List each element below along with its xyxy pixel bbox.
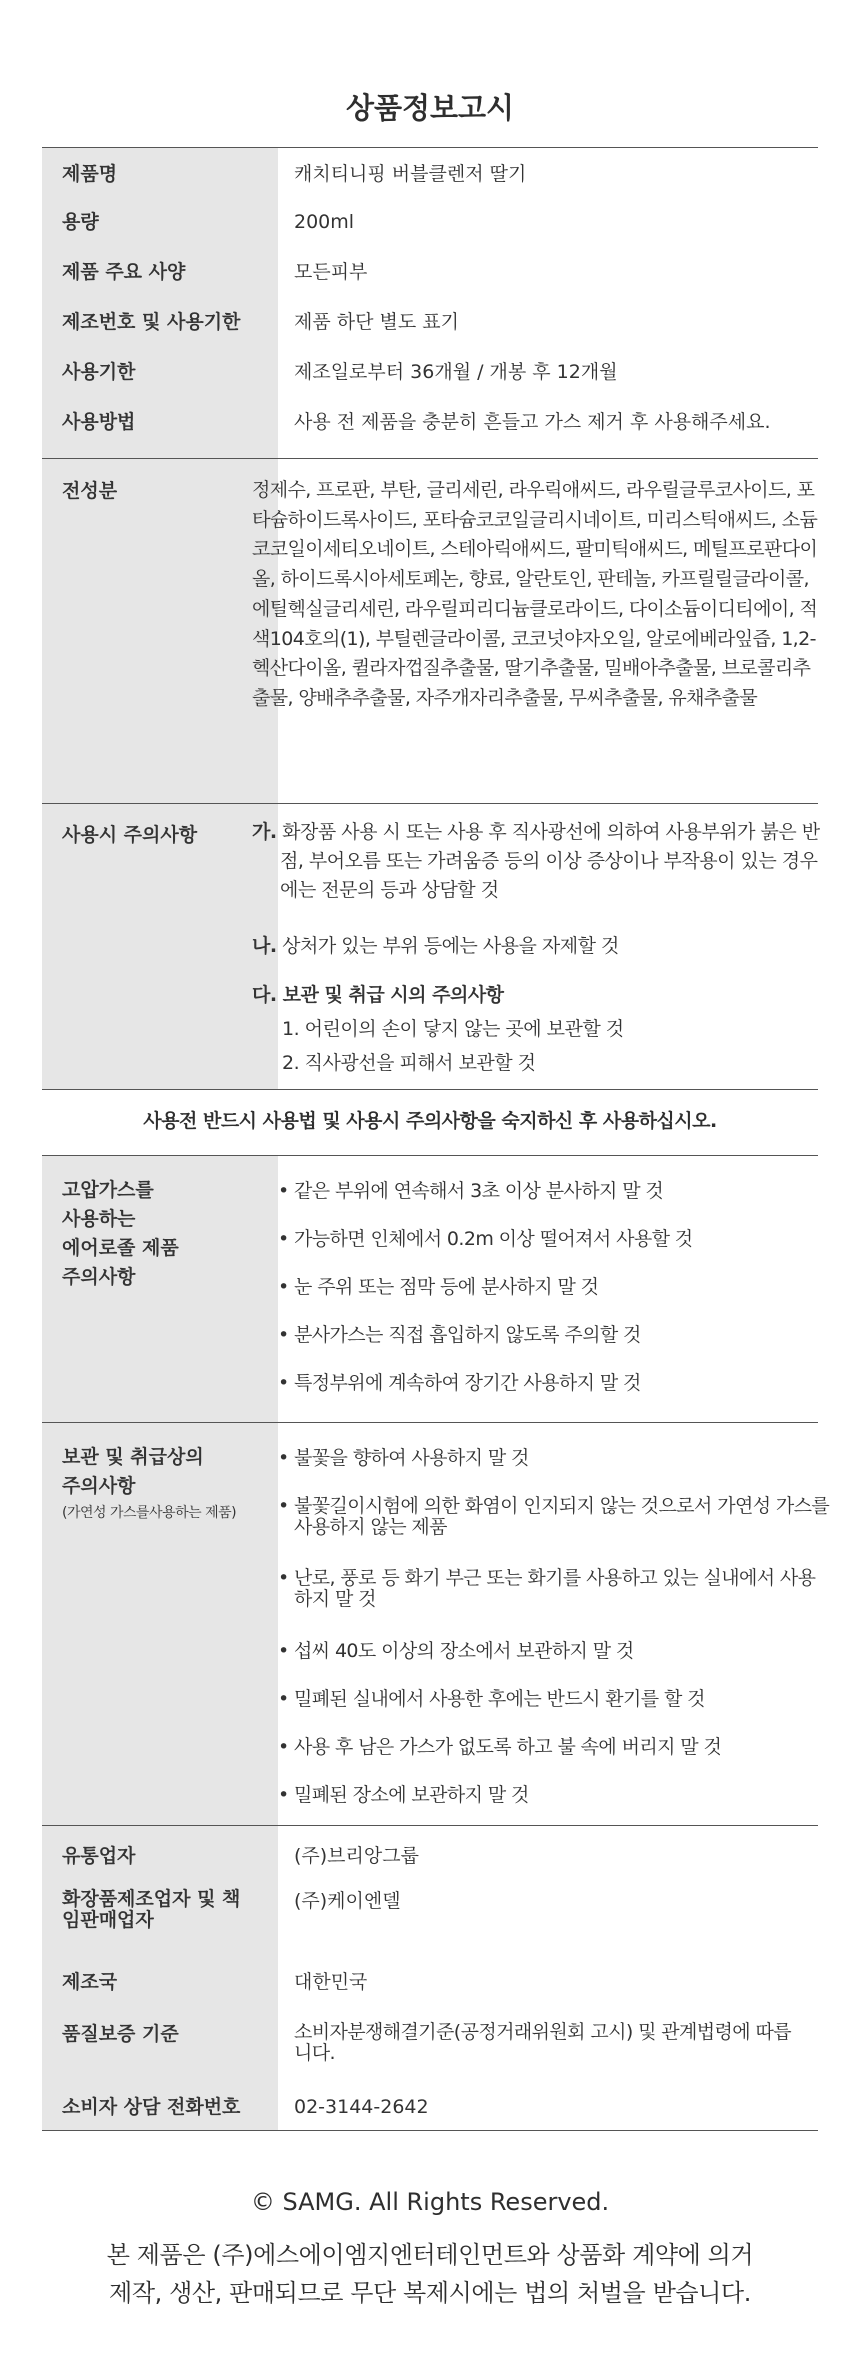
label-line: 사용하는 (62, 1208, 136, 1230)
row-value: 제조일로부터 36개월 / 개봉 후 12개월 (294, 361, 618, 383)
label-column (42, 459, 278, 803)
info-row (42, 2010, 818, 2081)
caution-text: 화장품 사용 시 또는 사용 후 직사광선에 의하여 사용부위가 붉은 반점, 부어오름 또는 가려움증 등의 이상 증상이나 부작용이 있는 경우에는 전문의 등과 상담할 것 (280, 821, 820, 901)
item-text: 분사가스는 직접 흡입하지 않도록 주의할 것 (294, 1324, 641, 1346)
caution-mark: 가. (252, 821, 277, 843)
info-row (42, 247, 818, 297)
bullet-dot: • (278, 1324, 289, 1346)
license-notice (0, 2236, 860, 2312)
divider (42, 2130, 818, 2131)
bullet-dot: • (278, 1688, 289, 1710)
cautions-label: 사용시 주의사항 (62, 824, 198, 846)
item-text: 가능하면 인체에서 0.2m 이상 떨어져서 사용할 것 (294, 1228, 693, 1250)
item-text: 밀폐된 장소에 보관하지 말 것 (294, 1784, 529, 1806)
aerosol-item (278, 1324, 830, 1346)
item-text: 눈 주위 또는 점막 등에 분사하지 말 것 (294, 1276, 599, 1298)
label-line: 주의사항 (62, 1475, 136, 1497)
info-row (42, 148, 818, 197)
company-table (42, 1826, 818, 2130)
info-row (42, 197, 818, 247)
storage-section (42, 1423, 818, 1825)
caution-subtitle: 다. 보관 및 취급 시의 주의사항 (252, 984, 504, 1006)
row-label: 유통업자 (42, 1826, 278, 1878)
item-text: 섭씨 40도 이상의 장소에서 보관하지 말 것 (294, 1640, 634, 1662)
label-line: 보관 및 취급상의 (62, 1446, 204, 1468)
label-line: 에어로졸 제품 (62, 1237, 179, 1259)
storage-item (278, 1640, 830, 1662)
storage-item (278, 1688, 830, 1710)
row-value: (주)케이엔델 (294, 1890, 401, 1912)
aerosol-item (278, 1372, 830, 1394)
item-text: 사용 후 남은 가스가 없도록 하고 불 속에 버리지 말 것 (294, 1736, 722, 1758)
license-line: 본 제품은 (주)에스에이엠지엔터테인먼트와 상품화 계약에 의거 (106, 2241, 754, 2269)
item-text: 밀폐된 실내에서 사용한 후에는 반드시 환기를 할 것 (294, 1688, 705, 1710)
page-title: 상품정보고시 (345, 91, 515, 125)
row-value: 사용 전 제품을 충분히 흔들고 가스 제거 후 사용해주세요. (294, 411, 771, 433)
item-text: 불꽃을 향하여 사용하지 말 것 (294, 1447, 529, 1469)
row-value: 대한민국 (294, 1971, 368, 1993)
row-label: 용량 (42, 197, 278, 247)
aerosol-item (278, 1180, 830, 1202)
license-line: 제작, 생산, 판매되므로 무단 복제시에는 법의 처벌을 받습니다. (109, 2279, 751, 2307)
caution-item (252, 981, 826, 1010)
row-label: 품질보증 기준 (42, 2010, 278, 2081)
divider (42, 1089, 818, 1090)
row-value: 200ml (294, 211, 355, 233)
aerosol-label (62, 1176, 179, 1292)
ingredients-text: 정제수, 프로판, 부탄, 글리세린, 라우릭애씨드, 라우릴글루코사이드, 포타슘하이드록사이드, 포타슘코코일글리시네이트, 미리스틱애씨드, 소듐코코일이세티오네이트, 스테아릭애씨드, 팔미틱애씨드, 메틸프로판다이올, 하이드록시아세토페논, 향료, 알란토인, 판테놀, 카프릴릴글라이콜, 에틸헥실글리세린, 라우릴피리디늄클로라이드, 다이소듐이디티에이, 적색104호의(1), 부틸렌글라이콜, 코코넛야자오일, 알로에베라잎즙, 1,2-헥산다이올, 퀼라자껍질추출물, 딸기추출물, 밀배아추출물, 브로콜리추출물, 양배추추출물, 자주개자리추출물, 무씨추출물, 유채추출물 (252, 479, 818, 709)
storage-item (278, 1447, 830, 1469)
caution-item (252, 818, 826, 905)
row-value: 제품 하단 별도 표기 (294, 311, 459, 333)
label-line: 고압가스를 (62, 1179, 154, 1201)
label-line: 주의사항 (62, 1266, 136, 1288)
row-label: 제품 주요 사양 (42, 247, 278, 297)
info-row (42, 297, 818, 347)
item-text: 불꽃길이시험에 의한 화염이 인지되지 않는 것으로서 가연성 가스를 사용하지 않는 제품 (294, 1495, 830, 1538)
bullet-dot: • (278, 1447, 289, 1469)
copyright-text: © SAMG. All Rights Reserved. (250, 2188, 610, 2216)
row-value: 모든피부 (294, 261, 368, 283)
usage-notice: 사용전 반드시 사용법 및 사용시 주의사항을 숙지하신 후 사용하십시오. (143, 1110, 717, 1132)
storage-item (278, 1567, 830, 1610)
bullet-dot: • (278, 1372, 289, 1394)
caution-mark: 나. (252, 935, 277, 957)
row-label: 소비자 상담 전화번호 (42, 2081, 278, 2130)
item-text: 난로, 풍로 등 화기 부근 또는 화기를 사용하고 있는 실내에서 사용하지 말 것 (294, 1567, 816, 1610)
storage-item (278, 1736, 830, 1758)
caution-subitem: 1. 어린이의 손이 닿지 않는 곳에 보관할 것 (282, 1018, 624, 1040)
item-text: 같은 부위에 연속해서 3초 이상 분사하지 말 것 (294, 1180, 664, 1202)
info-row (42, 2081, 818, 2130)
bullet-dot: • (278, 1228, 289, 1250)
info-row (42, 397, 818, 458)
storage-item (278, 1495, 830, 1538)
bullet-dot: • (278, 1640, 289, 1662)
row-value: (주)브리앙그룹 (294, 1845, 419, 1867)
row-label: 사용기한 (42, 347, 278, 397)
aerosol-item (278, 1276, 830, 1298)
info-row (42, 1958, 818, 2010)
info-row (42, 347, 818, 397)
label-note: (가연성 가스를사용하는 제품) (62, 1505, 237, 1521)
bullet-dot: • (278, 1276, 289, 1298)
caution-text: 상처가 있는 부위 등에는 사용을 자제할 것 (282, 935, 619, 957)
caution-item (252, 932, 826, 961)
row-value: 소비자분쟁해결기준(공정거래위원회 고시) 및 관계법령에 따릅니다. (294, 2021, 791, 2064)
info-row (42, 1826, 818, 1878)
row-label: 제조국 (42, 1958, 278, 2010)
bullet-dot: • (278, 1495, 289, 1517)
aerosol-item (278, 1228, 830, 1250)
info-row (42, 1878, 818, 1958)
ingredients-label: 전성분 (62, 480, 118, 502)
row-label: 제품명 (42, 148, 278, 197)
row-label: 사용방법 (42, 397, 278, 458)
row-label: 제조번호 및 사용기한 (42, 297, 278, 347)
caution-subitem: 2. 직사광선을 피해서 보관할 것 (282, 1052, 536, 1074)
storage-item (278, 1784, 830, 1806)
item-text: 특정부위에 계속하여 장기간 사용하지 말 것 (294, 1372, 641, 1394)
bullet-dot: • (278, 1567, 289, 1589)
row-value: 캐치티니핑 버블클렌저 딸기 (294, 163, 527, 185)
row-value: 02-3144-2642 (294, 2096, 429, 2118)
bullet-dot: • (278, 1180, 289, 1202)
row-label: 화장품제조업자 및 책임판매업자 (42, 1878, 278, 1958)
bullet-dot: • (278, 1784, 289, 1806)
basic-info-table (42, 148, 818, 458)
storage-label (62, 1443, 236, 1525)
bullet-dot: • (278, 1736, 289, 1758)
